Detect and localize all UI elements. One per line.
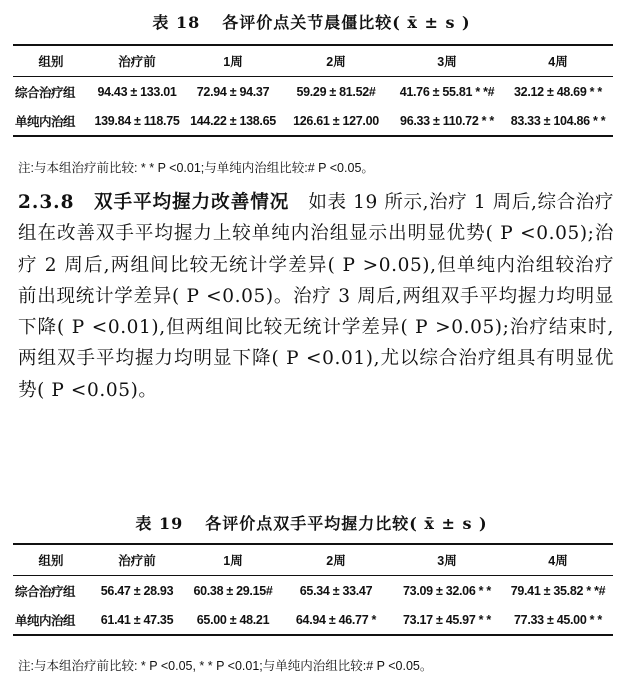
table-18-header-row bbox=[13, 45, 613, 77]
table-cell: 77.33 ± 45.00 * * bbox=[503, 605, 613, 635]
table-cell: 126.61 ± 127.00 bbox=[281, 106, 391, 136]
table-cell: 94.43 ± 133.01 bbox=[97, 84, 177, 99]
table-18-number: 表 18 bbox=[152, 13, 201, 32]
table-18-header-before: 治疗前 bbox=[89, 45, 185, 77]
table-19-note: 注:与本组治疗前比较: * P <0.05, * * P <0.01;与单纯内治组比较:# P <0.05。 bbox=[18, 659, 433, 673]
table-19-header-week3: 3周 bbox=[391, 544, 503, 576]
table-19-header-week1: 1周 bbox=[185, 544, 281, 576]
table-cell: 综合治疗组 bbox=[15, 584, 76, 599]
table-18-header-week2: 2周 bbox=[281, 45, 391, 77]
table-19 bbox=[13, 543, 613, 636]
table-cell: 60.38 ± 29.15# bbox=[193, 583, 273, 598]
table-cell: 73.17 ± 45.97 * * bbox=[391, 605, 503, 635]
table-row bbox=[13, 576, 613, 606]
table-cell: 64.94 ± 46.77 * bbox=[281, 605, 391, 635]
table-cell: 61.41 ± 47.35 bbox=[89, 605, 185, 635]
table-cell: 单纯内治组 bbox=[13, 605, 89, 635]
table-18 bbox=[13, 44, 613, 137]
table-19-header-week4: 4周 bbox=[503, 544, 613, 576]
table-19-header-week2: 2周 bbox=[281, 544, 391, 576]
table-cell: 96.33 ± 110.72 * * bbox=[391, 106, 503, 136]
table-18-note: 注:与本组治疗前比较: * * P <0.01;与单纯内治组比较:# P <0.05。 bbox=[18, 161, 374, 175]
table-19-header-before: 治疗前 bbox=[89, 544, 185, 576]
paragraph-text: 如表 19 所示,治疗 1 周后,综合治疗组在改善双手平均握力上较单纯内治组显示出明显优势( P <0.05);治疗 2 周后,两组间比较无统计学差异( P >0.05),但单纯内治组较治疗前出现统计学差异( P <0.05)。治疗 3 周后,两组双手平均握力均明显下降( P <0.01),但两组间比较无统计学差异( P >0.05);治疗结束时,两组双手平均握力均明显下降( P <0.01),尤以综合治疗组具有明显优势( P <0.05)。 bbox=[18, 192, 614, 401]
table-19-caption bbox=[0, 511, 623, 534]
table-row bbox=[13, 605, 613, 635]
table-cell: 139.84 ± 118.75 bbox=[89, 106, 185, 136]
table-18-header-week1: 1周 bbox=[185, 45, 281, 77]
table-cell: 79.41 ± 35.82 * *# bbox=[510, 583, 606, 598]
table-cell: 56.47 ± 28.93 bbox=[100, 583, 174, 598]
table-18-header-week3: 3周 bbox=[391, 45, 503, 77]
table-18-title: 各评价点关节晨僵比较( x̄ ± s ) bbox=[222, 13, 471, 32]
section-heading: 2.3.8 双手平均握力改善情况 bbox=[18, 192, 290, 213]
table-row bbox=[13, 77, 613, 107]
table-18-header-week4: 4周 bbox=[503, 45, 613, 77]
table-cell: 65.00 ± 48.21 bbox=[185, 605, 281, 635]
section-paragraph bbox=[18, 187, 614, 406]
table-cell: 59.29 ± 81.52# bbox=[296, 84, 376, 99]
table-cell: 73.09 ± 32.06 * * bbox=[403, 583, 491, 598]
table-19-title: 各评价点双手平均握力比较( x̄ ± s ) bbox=[205, 514, 488, 533]
table-18-caption bbox=[0, 10, 623, 33]
table-cell: 41.76 ± 55.81 * *# bbox=[399, 84, 495, 99]
table-cell: 83.33 ± 104.86 * * bbox=[503, 106, 613, 136]
table-19-header-group: 组别 bbox=[13, 544, 89, 576]
table-19-number: 表 19 bbox=[135, 514, 184, 533]
table-row bbox=[13, 106, 613, 136]
table-cell: 72.94 ± 94.37 bbox=[196, 84, 270, 99]
table-19-header-row bbox=[13, 544, 613, 576]
table-cell: 单纯内治组 bbox=[13, 106, 89, 136]
table-cell: 32.12 ± 48.69 * * bbox=[514, 84, 602, 99]
table-cell: 综合治疗组 bbox=[15, 85, 76, 100]
table-cell: 144.22 ± 138.65 bbox=[185, 106, 281, 136]
table-cell: 65.34 ± 33.47 bbox=[299, 583, 373, 598]
table-18-header-group: 组别 bbox=[13, 45, 89, 77]
